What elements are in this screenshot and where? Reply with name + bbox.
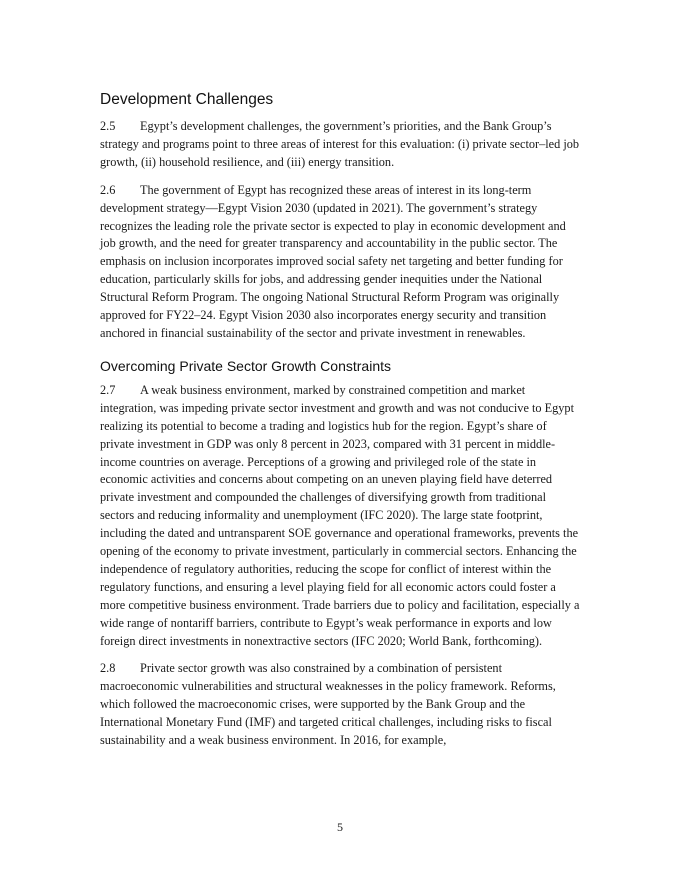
section-heading: Development Challenges: [100, 91, 274, 108]
page-number: 5: [337, 820, 343, 834]
paragraph-2-7: [100, 382, 582, 651]
page-content: [100, 90, 582, 760]
paragraph-number: 2.7: [100, 382, 116, 397]
paragraph-number: 2.6: [100, 182, 116, 197]
paragraph-number: 2.8: [100, 661, 116, 676]
subsection-heading: Overcoming Private Sector Growth Constraints: [100, 357, 391, 374]
paragraph-text: Egypt’s development challenges, the government’s priorities, and the Bank Group’s strategy and programs point to three areas of interest for this evaluation: (i) private sector–led job growth, (ii) household resilience, and (iii) energy transition.: [100, 119, 580, 169]
paragraph-text: Private sector growth was also constrained by a combination of persistent macroeconomic vulnerabilities and structural weaknesses in the policy framework. Reforms, which followed the macroeconomic crises, were supported by the Bank Group and the International Monetary Fund (IMF) and targeted critical challenges, including risks to fiscal sustainability and a weak business environment. In 2016, for example,: [100, 661, 556, 748]
paragraph-2-8: [100, 660, 582, 750]
paragraph-text: A weak business environment, marked by constrained competition and market integration, was impeding private sector investment and growth and was not conducive to Egypt realizing its potential to become a trading and logistics hub for the region. Egypt’s share of private investment in GDP was only 8 percent in 2023, compared with 31 percent in middle-income countries on average. Perceptions of a growing and privileged role of the state in economic activities and concerns about competing on an uneven playing field have deterred private investment and compounded the challenges of diversifying growth from traditional sectors and reducing informality and unemployment (IFC 2020). The large state footprint, including the dated and untransparent SOE governance and operational frameworks, prevents the opening of the economy to private investment, particularly in commercial sectors. Enhancing the independence of regulatory authorities, reducing the scope for conflict of interest within the regulatory functions, and ensuring a level playing field for all economic actors could foster a more competitive business environment. Trade barriers due to policy and facilitation, especially a wide range of nontariff barriers, contribute to Egypt’s weak performance in exports and low foreign direct investments in nonextractive sectors (IFC 2020; World Bank, forthcoming).: [100, 382, 580, 648]
paragraph-text: The government of Egypt has recognized these areas of interest in its long-term development strategy—Egypt Vision 2030 (updated in 2021). The government’s strategy recognizes the leading role the private sector is expected to play in economic development and job growth, and the need for greater transparency and accountability in the public sector. The emphasis on inclusion incorporates improved social safety net targeting and better funding for education, particularly skills for jobs, and addressing gender inequities under the National Structural Reform Program. The ongoing National Structural Reform Program was originally approved for FY22–24. Egypt Vision 2030 also incorporates energy security and transition anchored in financial sustainability of the sector and private investment in renewables.: [100, 182, 566, 340]
paragraph-2-6: [100, 182, 582, 343]
paragraph-2-5: [100, 118, 582, 172]
paragraph-number: 2.5: [100, 119, 116, 133]
